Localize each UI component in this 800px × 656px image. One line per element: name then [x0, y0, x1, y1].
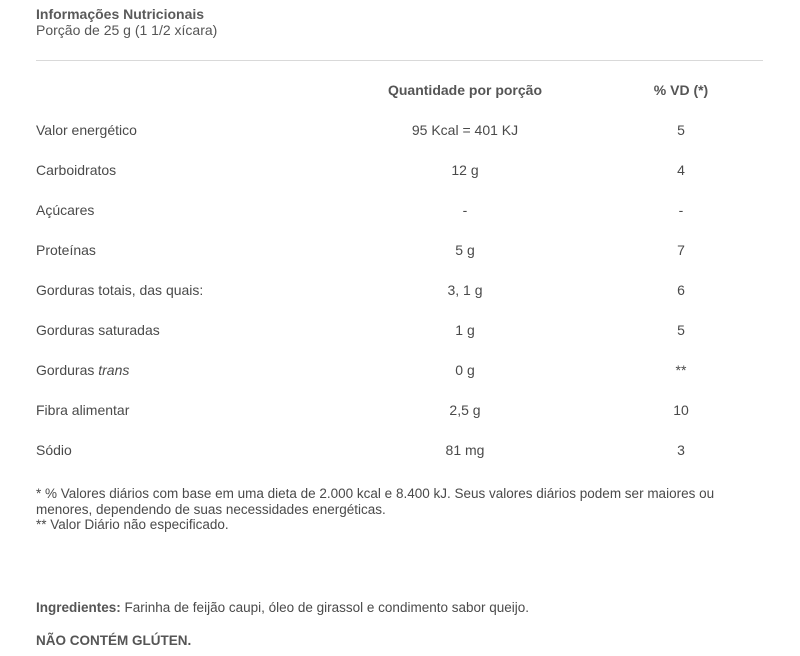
footnote-not-specified: ** Valor Diário não especificado.	[36, 517, 229, 532]
table-row	[36, 270, 763, 310]
nutrient-quantity: 5 g	[455, 242, 475, 258]
ingredients-label: Ingredientes:	[36, 600, 121, 615]
table-row	[36, 230, 763, 270]
nutrient-vd: 7	[677, 242, 685, 258]
table-row	[36, 190, 763, 230]
nutrient-quantity: -	[462, 202, 468, 218]
footnotes	[36, 486, 736, 533]
table-row	[36, 390, 763, 430]
nutrient-name: Gorduras totais, das quais:	[36, 282, 204, 298]
nutrient-vd: 5	[677, 322, 685, 338]
nutrient-name: Valor energético	[36, 122, 137, 138]
nutrient-quantity: 0 g	[455, 362, 475, 378]
nutrient-quantity: 2,5 g	[449, 402, 481, 418]
ingredients-text: Farinha de feijão caupi, óleo de girassol e condimento sabor queijo.	[120, 600, 530, 615]
nutrient-quantity: 12 g	[451, 162, 479, 178]
nutrient-name: Sódio	[36, 442, 72, 458]
table-header-row	[36, 70, 763, 110]
nutrition-table	[36, 70, 763, 470]
table-row	[36, 110, 763, 150]
nutrient-name: Gorduras saturadas	[36, 322, 160, 338]
nutrient-name: Carboidratos	[36, 162, 117, 178]
footnote-daily-values: * % Valores diários com base em uma dieta de 2.000 kcal e 8.400 kJ. Seus valores diários podem ser maiores ou menores, dependendo de suas necessidades energéticas.	[36, 486, 715, 517]
nutrient-vd: **	[675, 362, 687, 378]
nutrient-vd: 5	[677, 122, 685, 138]
nutrient-name: Fibra alimentar	[36, 402, 130, 418]
nutrient-name-italic: trans	[98, 362, 130, 378]
nutrient-vd: 10	[673, 402, 689, 418]
nutrient-vd: 4	[677, 162, 685, 178]
portion-size: Porção de 25 g (1 1/2 xícara)	[36, 22, 218, 38]
nutrient-quantity: 3, 1 g	[447, 282, 483, 298]
nutrient-name	[36, 362, 129, 378]
column-header-vd: % VD (*)	[653, 82, 709, 98]
nutrient-quantity: 81 mg	[445, 442, 485, 458]
gluten-notice: NÃO CONTÉM GLÚTEN.	[36, 633, 192, 648]
nutrient-quantity: 95 Kcal = 401 KJ	[411, 122, 519, 138]
column-header-quantity: Quantidade por porção	[387, 82, 543, 98]
nutrient-vd: 6	[677, 282, 685, 298]
nutrient-vd: 3	[677, 442, 685, 458]
table-row	[36, 350, 763, 390]
page-title: Informações Nutricionais	[36, 6, 205, 22]
nutrient-vd: -	[678, 202, 684, 218]
nutrition-header	[36, 6, 217, 38]
nutrient-name-prefix: Gorduras	[36, 362, 99, 378]
nutrient-quantity: 1 g	[455, 322, 475, 338]
ingredients	[36, 600, 529, 615]
nutrient-name: Açúcares	[36, 202, 95, 218]
table-row	[36, 310, 763, 350]
table-row	[36, 150, 763, 190]
nutrient-name: Proteínas	[36, 242, 96, 258]
divider	[36, 60, 763, 61]
table-row	[36, 430, 763, 470]
